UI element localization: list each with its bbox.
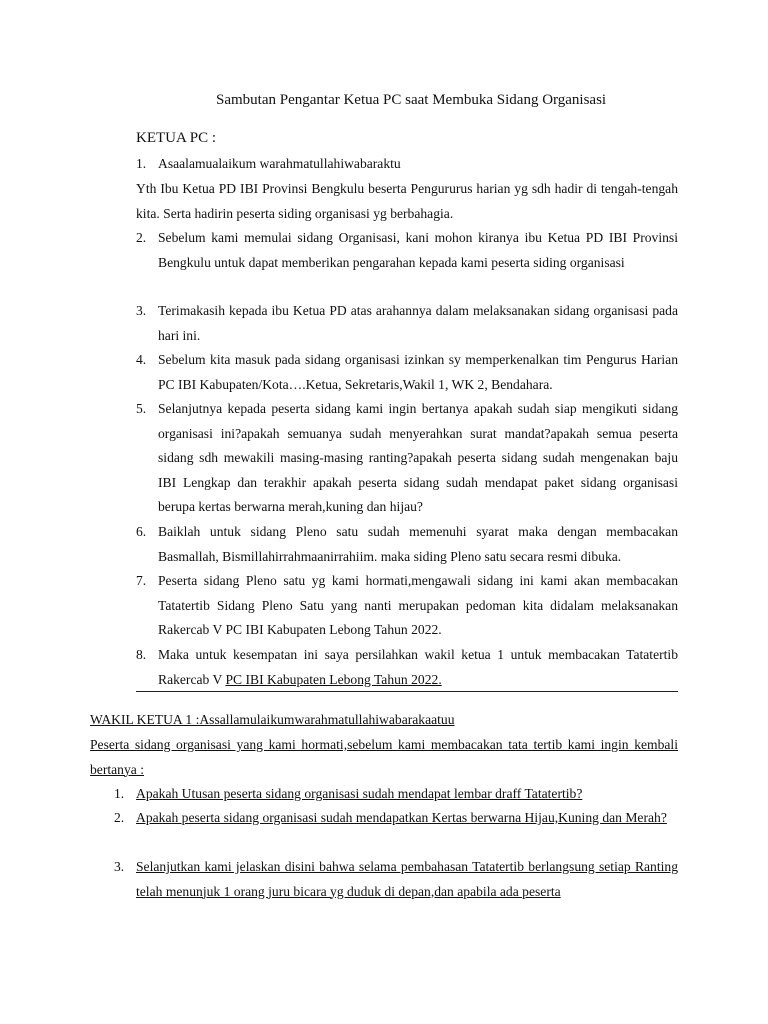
wakil-list-item-1	[114, 782, 678, 807]
list-item-5	[136, 397, 678, 520]
list-text: Terimakasih kepada ibu Ketua PD atas arahannya dalam melaksanakan sidang organisasi pada hari ini.	[158, 303, 678, 343]
list-text: Sebelum kita masuk pada sidang organisasi izinkan sy memperkenalkan tim Pengurus Harian PC IBI Kabupaten/Kota….Ketua, Sekretaris,Wakil 1, WK 2, Bendahara.	[158, 352, 678, 392]
list-text: Selanjutkan kami jelaskan disini bahwa selama pembahasan Tatatertib berlangsung setiap Ranting telah menunjuk 1 orang juru bicara yg duduk di depan,dan apabila ada peserta	[136, 859, 678, 899]
list-number: 4.	[136, 352, 147, 367]
list-number: 3.	[136, 303, 147, 318]
list-text: Asaalamualaikum warahmatullahiwabaraktu	[158, 156, 401, 171]
list-item-4	[136, 348, 678, 397]
list-number: 5.	[136, 401, 147, 416]
wakil-list-item-3	[114, 855, 678, 904]
list-number: 8.	[136, 647, 147, 662]
list-item-1	[136, 152, 678, 177]
list-number: 2.	[136, 230, 147, 245]
list-text-underlined: PC IBI Kabupaten Lebong Tahun 2022.	[225, 671, 442, 687]
list-text: Sebelum kami memulai sidang Organisasi, kani mohon kiranya ibu Ketua PD IBI Provinsi Bengkulu untuk dapat memberikan pengarahan kepada kami peserta siding organisasi	[158, 230, 678, 270]
wakil-intro: Peserta sidang organisasi yang kami hormati,sebelum kami membacakan tata tertib kami ingin kembali bertanya :	[90, 737, 678, 777]
list-number: 6.	[136, 524, 147, 539]
list-text-part: Maka untuk kesempatan ini saya persilahkan wakil ketua 1 untuk membacakan Tatatertib Rakercab V	[158, 647, 678, 687]
list-number: 7.	[136, 573, 147, 588]
section-divider	[136, 691, 678, 692]
list-text: Selanjutnya kepada peserta sidang kami ingin bertanya apakah sudah siap mengikuti sidang organisasi ini?apakah semuanya sudah menyerahkan surat mandat?apakah semua peserta sidang sdh mewakili masing-masing ranting?apakah peserta sidang sudah mengenakan baju IBI Lengkap dan terakhir apakah peserta sidang sudah mendapat paket sidang organisasi berupa kertas berwarna merah,kuning dan hijau?	[158, 401, 678, 514]
list-number: 1.	[114, 786, 125, 801]
list-number: 1.	[136, 156, 147, 171]
list-item-6	[136, 520, 678, 569]
list-text	[158, 643, 678, 692]
document-title: Sambutan Pengantar Ketua PC saat Membuka Sidang Organisasi	[216, 92, 607, 108]
wakil-heading: WAKIL KETUA 1 :Assallamulaikumwarahmatullahiwabarakaatuu	[90, 712, 455, 727]
list-text: Apakah peserta sidang organisasi sudah mendapatkan Kertas berwarna Hijau,Kuning dan Merah?	[136, 810, 667, 825]
list-item-3	[136, 299, 678, 348]
list-number: 2.	[114, 810, 125, 825]
list-item-8	[136, 643, 678, 692]
list-number: 3.	[114, 859, 125, 874]
list-item-7	[136, 569, 678, 643]
list-text: Apakah Utusan peserta sidang organisasi sudah mendapat lembar draff Tatatertib?	[136, 786, 583, 801]
ketua-heading: KETUA PC :	[136, 130, 217, 146]
wakil-list-item-2	[114, 806, 678, 831]
list-item-2	[136, 226, 678, 275]
intro-paragraph: Yth Ibu Ketua PD IBI Provinsi Bengkulu beserta Pengururus harian yg sdh hadir di tengah-tengah kita. Serta hadirin peserta siding organisasi yg berbahagia.	[136, 181, 678, 221]
list-text: Baiklah untuk sidang Pleno satu sudah memenuhi syarat maka dengan membacakan Basmallah, Bismillahirrahmaanirrahiim. maka siding Pleno satu secara resmi dibuka.	[158, 524, 678, 564]
list-text: Peserta sidang Pleno satu yg kami hormati,mengawali sidang ini kami akan membacakan Tatatertib Sidang Pleno Satu yang nanti merupakan pedoman kita didalam melaksanakan Rakercab V PC IBI Kabupaten Lebong Tahun 2022.	[158, 573, 678, 637]
